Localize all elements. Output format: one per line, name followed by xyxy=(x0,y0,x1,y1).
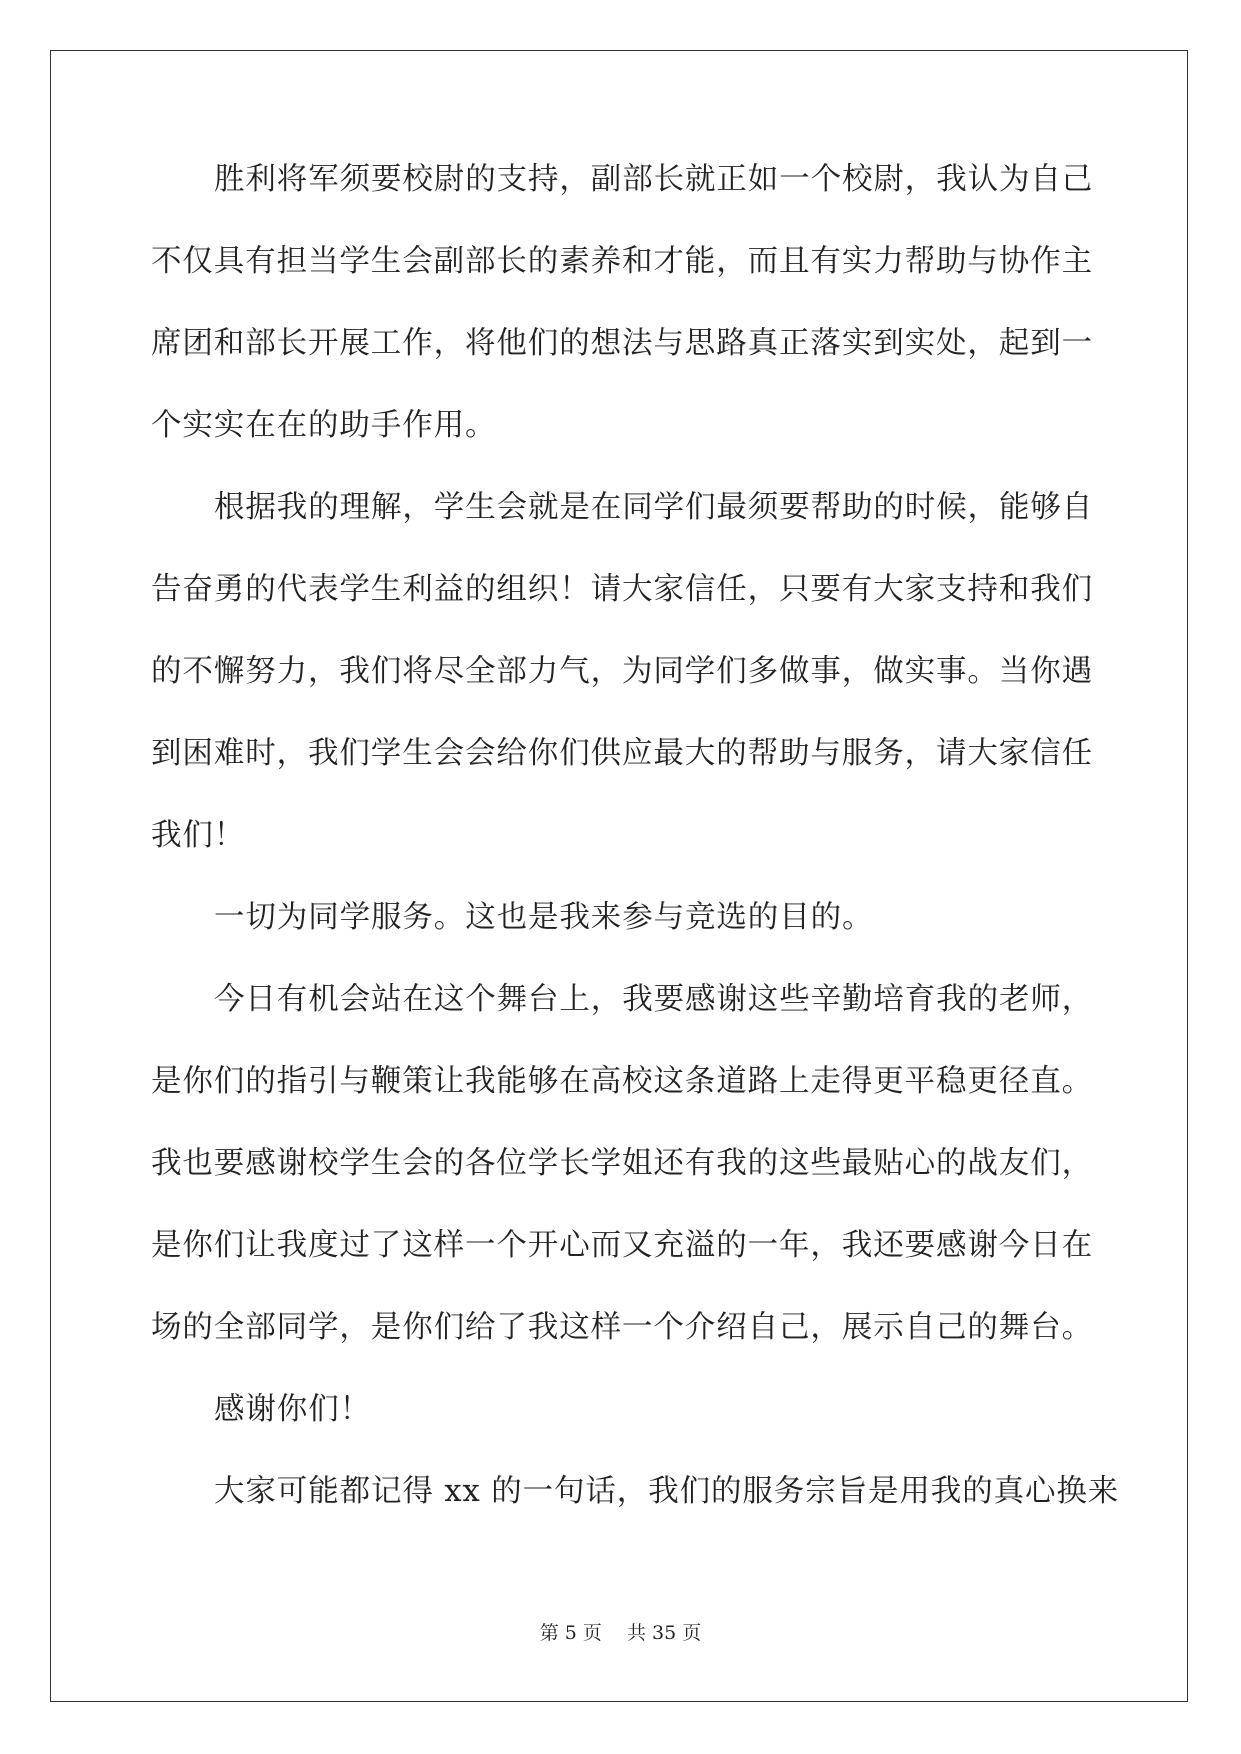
text-line: 感谢你们！ xyxy=(214,1392,371,1427)
text-line: 根据我的理解，学生会就是在同学们最须要帮助的时候，能够自 xyxy=(214,490,1094,525)
text-line: 一切为同学服务。这也是我来参与竞选的目的。 xyxy=(214,900,874,935)
text-line: 不仅具有担当学生会副部长的素养和才能，而且有实力帮助与协作主 xyxy=(151,244,1093,279)
page-number-footer: 第 5 页 共 35 页 xyxy=(539,1622,702,1644)
text-line: 大家可能都记得 xx 的一句话，我们的服务宗旨是用我的真心换来 xyxy=(214,1474,1120,1509)
text-line: 是你们的指引与鞭策让我能够在高校这条道路上走得更平稳更径直。 xyxy=(151,1064,1093,1099)
text-line: 的不懈努力，我们将尽全部力气，为同学们多做事，做实事。当你遇 xyxy=(151,654,1093,689)
text-line: 个实实在在的助手作用。 xyxy=(151,408,497,443)
text-line: 我们！ xyxy=(151,818,246,853)
text-line: 胜利将军须要校尉的支持，副部长就正如一个校尉，我认为自己 xyxy=(214,162,1094,197)
document-body xyxy=(151,160,1120,1554)
text-line: 我也要感谢校学生会的各位学长学姐还有我的这些最贴心的战友们， xyxy=(151,1146,1093,1181)
text-line: 告奋勇的代表学生利益的组织！请大家信任，只要有大家支持和我们 xyxy=(151,572,1093,607)
text-line: 到困难时，我们学生会会给你们供应最大的帮助与服务，请大家信任 xyxy=(151,736,1093,771)
text-line: 场的全部同学，是你们给了我这样一个介绍自己，展示自己的舞台。 xyxy=(151,1310,1093,1345)
text-line: 是你们让我度过了这样一个开心而又充溢的一年，我还要感谢今日在 xyxy=(151,1228,1093,1263)
text-line: 今日有机会站在这个舞台上，我要感谢这些辛勤培育我的老师， xyxy=(214,982,1094,1017)
text-line: 席团和部长开展工作，将他们的想法与思路真正落实到实处，起到一 xyxy=(151,326,1093,361)
